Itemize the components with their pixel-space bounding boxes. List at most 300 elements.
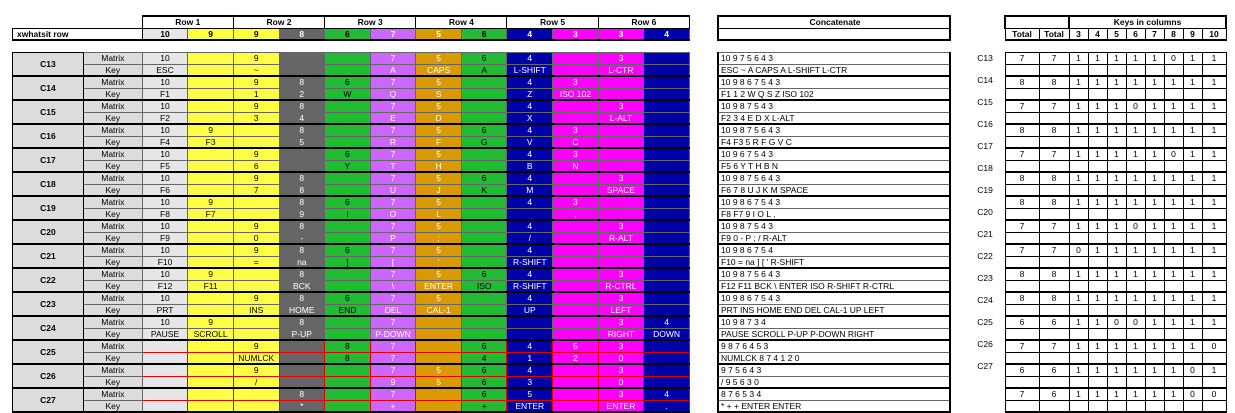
row-id: C14: [13, 76, 84, 100]
matrix-cell: 8: [279, 76, 325, 88]
key-cell: [644, 160, 690, 172]
key-cell: O: [370, 208, 416, 220]
matrix-row: [13, 268, 690, 280]
xwhatsit-value: 6: [325, 28, 371, 40]
matrix-cell: 5: [507, 388, 553, 400]
side-row-id: C13: [977, 53, 993, 63]
xwhatsit-value: 9: [233, 28, 279, 40]
totals-blank-cell: [1107, 280, 1126, 292]
matrix-cell: 9: [233, 292, 279, 304]
totals-cell: 1: [1069, 124, 1088, 136]
concatenate-table: [717, 15, 951, 413]
matrix-cell: 8: [279, 124, 325, 136]
key-cell: 5: [416, 376, 462, 388]
matrix-label: Matrix: [83, 316, 142, 328]
concat-key-row: [718, 232, 950, 244]
concat-matrix-row: [718, 76, 950, 88]
totals-blank-cell: [1164, 208, 1183, 220]
matrix-cell: [644, 244, 690, 256]
totals-blank-cell: [1069, 328, 1088, 340]
totals-blank-cell: [1039, 400, 1069, 412]
totals-blank-cell: [1164, 64, 1183, 76]
totals-cell: 1: [1069, 268, 1088, 280]
matrix-cell: 9: [233, 53, 279, 65]
totals-blank-cell: [1039, 208, 1069, 220]
key-cell: [644, 136, 690, 148]
xwhatsit-value: 8: [279, 28, 325, 40]
side-row-id: C15: [977, 97, 993, 107]
concat-key-row: [718, 88, 950, 100]
totals-blank-cell: [1164, 400, 1183, 412]
row-group-label: Row 5: [507, 16, 598, 28]
xwhatsit-value: 3: [553, 28, 599, 40]
totals-cell: 8: [1039, 172, 1069, 184]
keys-in-columns-title: Keys in columns: [1069, 16, 1226, 28]
totals-cell: 1: [1183, 172, 1202, 184]
concat-key-row: [718, 400, 950, 412]
xwhatsit-value: 10: [142, 28, 188, 40]
key-cell: [142, 376, 188, 388]
key-cell: [325, 184, 371, 196]
concat-matrix-row: [718, 100, 950, 112]
concat-key-cell: F2 3 4 E D X L-ALT: [718, 112, 950, 124]
totals-row: [1005, 172, 1226, 184]
totals-blank-cell: [1183, 160, 1202, 172]
matrix-row: [13, 388, 690, 400]
key-cell: 4: [279, 112, 325, 124]
concat-key-row: [718, 256, 950, 268]
totals-cell: 1: [1069, 172, 1088, 184]
totals-blank-cell: [1107, 208, 1126, 220]
totals-header-cell: Total: [1005, 28, 1039, 40]
matrix-cell: 5: [416, 244, 462, 256]
spacer-row: [718, 40, 950, 53]
totals-cell: 1: [1202, 292, 1226, 304]
xwhatsit-value: 7: [370, 28, 416, 40]
totals-cell: 1: [1202, 76, 1226, 88]
totals-blank-cell: [1202, 112, 1226, 124]
key-cell: +: [370, 400, 416, 412]
matrix-cell: 5: [416, 124, 462, 136]
key-cell: 2: [279, 88, 325, 100]
totals-blank-cell: [1039, 64, 1069, 76]
concat-matrix-cell: 10 9 8 7 5 6 4 3: [718, 268, 950, 280]
key-cell: ENTER: [598, 400, 644, 412]
matrix-cell: 5: [416, 100, 462, 112]
totals-cell: 1: [1069, 76, 1088, 88]
key-cell: V: [507, 136, 553, 148]
totals-cell: 1: [1145, 316, 1164, 328]
concat-matrix-cell: 10 9 8 7 5 6 4 3: [718, 124, 950, 136]
key-cell: [598, 88, 644, 100]
totals-header-cell: 9: [1183, 28, 1202, 40]
key-cell: RIGHT: [598, 328, 644, 340]
matrix-row: [13, 340, 690, 352]
row-id: C24: [13, 316, 84, 340]
side-row-id: C14: [977, 75, 993, 85]
totals-blank-cell: [1202, 328, 1226, 340]
matrix-cell: 10: [142, 220, 188, 232]
totals-blank-cell: [1107, 328, 1126, 340]
totals-blank-cell: [1039, 112, 1069, 124]
key-cell: 7: [370, 352, 416, 364]
key-label: Key: [83, 88, 142, 100]
totals-cell: 1: [1145, 388, 1164, 400]
key-cell: 4: [461, 352, 507, 364]
matrix-cell: [644, 172, 690, 184]
key-cell: F8: [142, 208, 188, 220]
totals-blank-cell: [1069, 136, 1088, 148]
concat-matrix-row: [718, 388, 950, 400]
key-cell: [188, 88, 234, 100]
totals-row: [1005, 364, 1226, 376]
totals-blank-cell: [1202, 400, 1226, 412]
key-cell: ENTER: [416, 280, 462, 292]
totals-cell: 1: [1202, 244, 1226, 256]
key-cell: [553, 256, 599, 268]
concat-key-cell: NUMLCK 8 7 4 1 2 0: [718, 352, 950, 364]
totals-blank-cell: [1005, 376, 1039, 388]
matrix-cell: 3: [598, 100, 644, 112]
totals-blank-cell: [1164, 136, 1183, 148]
key-cell: [644, 64, 690, 76]
key-cell: UP: [507, 304, 553, 316]
totals-blank-cell: [1164, 184, 1183, 196]
totals-blank-cell: [1107, 136, 1126, 148]
totals-blank-cell: [1126, 256, 1145, 268]
key-cell: [188, 64, 234, 76]
totals-cell: 1: [1164, 124, 1183, 136]
totals-row-bottom: [1005, 256, 1226, 268]
matrix-cell: 4: [507, 148, 553, 160]
key-label: Key: [83, 208, 142, 220]
matrix-cell: [188, 292, 234, 304]
concat-matrix-cell: 8 7 6 5 3 4: [718, 388, 950, 400]
key-cell: F10: [142, 256, 188, 268]
key-cell: [188, 304, 234, 316]
key-cell: [233, 328, 279, 340]
totals-blank-cell: [1164, 376, 1183, 388]
totals-cell: 1: [1107, 124, 1126, 136]
matrix-cell: 6: [325, 244, 371, 256]
matrix-cell: [644, 292, 690, 304]
key-label: Key: [83, 400, 142, 412]
totals-blank-cell: [1126, 112, 1145, 124]
totals-cell: 1: [1183, 220, 1202, 232]
totals-cell: 7: [1005, 53, 1039, 65]
matrix-cell: [553, 364, 599, 376]
matrix-cell: 4: [507, 124, 553, 136]
key-cell: K: [461, 184, 507, 196]
side-row-id: C19: [977, 185, 993, 195]
totals-blank-cell: [1107, 352, 1126, 364]
key-cell: [644, 376, 690, 388]
matrix-cell: 3: [598, 364, 644, 376]
key-cell: [644, 304, 690, 316]
totals-cell: 1: [1088, 244, 1107, 256]
totals-cell: 1: [1126, 172, 1145, 184]
matrix-cell: 9: [188, 124, 234, 136]
totals-blank-cell: [1069, 160, 1088, 172]
concat-key-cell: ESC ~ A CAPS A L-SHIFT L-CTR: [718, 64, 950, 76]
totals-cell: 1: [1088, 316, 1107, 328]
key-cell: [279, 64, 325, 76]
concat-key-cell: F6 7 8 U J K M SPACE: [718, 184, 950, 196]
matrix-cell: 3: [553, 196, 599, 208]
matrix-cell: 10: [142, 100, 188, 112]
matrix-cell: [461, 316, 507, 328]
totals-cell: 0: [1126, 316, 1145, 328]
matrix-cell: 7: [370, 100, 416, 112]
totals-cell: 1: [1183, 340, 1202, 352]
matrix-cell: [553, 100, 599, 112]
totals-cell: 0: [1202, 340, 1226, 352]
totals-blank-cell: [1164, 352, 1183, 364]
matrix-cell: 3: [553, 76, 599, 88]
concat-title: Concatenate: [718, 16, 950, 28]
key-cell: 5: [279, 136, 325, 148]
matrix-cell: [142, 364, 188, 376]
totals-top-row: [1005, 16, 1226, 28]
side-row-id: C17: [977, 141, 993, 151]
totals-cell: 1: [1164, 76, 1183, 88]
key-row: [13, 136, 690, 148]
spacer-row: [970, 36, 1000, 47]
concat-key-cell: PAUSE SCROLL P-UP P-DOWN RIGHT: [718, 328, 950, 340]
matrix-label: Matrix: [83, 53, 142, 65]
totals-cell: 1: [1145, 76, 1164, 88]
key-cell: Z: [507, 88, 553, 100]
key-cell: [279, 160, 325, 172]
matrix-cell: [644, 268, 690, 280]
matrix-cell: 8: [279, 316, 325, 328]
matrix-cell: 5: [416, 53, 462, 65]
key-cell: [188, 112, 234, 124]
totals-blank-cell: [1202, 88, 1226, 100]
totals-blank-cell: [1005, 88, 1039, 100]
totals-cell: 1: [1183, 292, 1202, 304]
matrix-cell: [325, 53, 371, 65]
totals-row-bottom: [1005, 304, 1226, 316]
matrix-cell: 4: [507, 196, 553, 208]
key-cell: 9: [370, 376, 416, 388]
matrix-cell: 4: [507, 340, 553, 352]
key-cell: [644, 88, 690, 100]
totals-row: [1005, 244, 1226, 256]
totals-cell: 1: [1088, 268, 1107, 280]
matrix-cell: 3: [598, 388, 644, 400]
totals-cell: 1: [1202, 220, 1226, 232]
matrix-cell: 7: [370, 340, 416, 352]
xwhatsit-value: 5: [416, 28, 462, 40]
totals-header-cell: 3: [1069, 28, 1088, 40]
totals-cell: 0: [1183, 388, 1202, 400]
totals-row-bottom: [1005, 376, 1226, 388]
totals-blank-cell: [1164, 280, 1183, 292]
matrix-row: [13, 316, 690, 328]
matrix-cell: 5: [553, 340, 599, 352]
matrix-cell: [188, 53, 234, 65]
totals-cell: 1: [1164, 388, 1183, 400]
key-cell: I: [325, 208, 371, 220]
key-cell: P-DOWN: [370, 328, 416, 340]
totals-blank-cell: [1183, 112, 1202, 124]
totals-cell: 1: [1183, 268, 1202, 280]
key-cell: [553, 328, 599, 340]
row-group-label: Row 4: [416, 16, 507, 28]
totals-blank-cell: [1126, 304, 1145, 316]
matrix-cell: 7: [370, 148, 416, 160]
matrix-cell: [142, 340, 188, 352]
key-cell: INS: [233, 304, 279, 316]
concat-matrix-cell: 10 9 8 6 7 5 4 3: [718, 292, 950, 304]
totals-blank-cell: [1107, 304, 1126, 316]
totals-blank-cell: [1164, 256, 1183, 268]
row-group-header: [13, 16, 690, 28]
concat-key-row: [718, 184, 950, 196]
key-cell: [461, 304, 507, 316]
concat-key-cell: F10 = na ] [ ' R-SHIFT: [718, 256, 950, 268]
key-cell: [325, 376, 371, 388]
totals-row: [1005, 148, 1226, 160]
matrix-cell: 3: [598, 220, 644, 232]
totals-cell: 1: [1126, 148, 1145, 160]
matrix-cell: 6: [461, 388, 507, 400]
blank-cell: [970, 26, 1000, 37]
matrix-cell: [188, 388, 234, 400]
key-row: [13, 112, 690, 124]
totals-cell: 1: [1183, 196, 1202, 208]
totals-cell: 1: [1069, 316, 1088, 328]
key-cell: BCK: [279, 280, 325, 292]
totals-blank-cell: [1126, 328, 1145, 340]
totals-cell: 1: [1145, 172, 1164, 184]
totals-blank-cell: [1202, 280, 1226, 292]
key-cell: ;: [416, 232, 462, 244]
totals-row: [1005, 292, 1226, 304]
key-cell: F11: [188, 280, 234, 292]
key-cell: [461, 112, 507, 124]
concat-key-cell: F4 F3 5 R F G V C: [718, 136, 950, 148]
key-cell: [644, 208, 690, 220]
key-cell: [325, 232, 371, 244]
matrix-cell: 4: [507, 364, 553, 376]
totals-blank-cell: [1069, 88, 1088, 100]
totals-cell: 1: [1107, 388, 1126, 400]
key-cell: R-CTRL: [598, 280, 644, 292]
key-cell: [553, 280, 599, 292]
totals-cell: 1: [1107, 220, 1126, 232]
key-cell: [279, 376, 325, 388]
matrix-label: Matrix: [83, 172, 142, 184]
totals-cell: 8: [1005, 268, 1039, 280]
matrix-cell: 8: [279, 100, 325, 112]
key-cell: [644, 232, 690, 244]
key-cell: T: [370, 160, 416, 172]
matrix-cell: 7: [370, 364, 416, 376]
totals-cell: 1: [1069, 340, 1088, 352]
totals-cell: 6: [1005, 364, 1039, 376]
key-row: [13, 232, 690, 244]
key-cell: 9: [279, 208, 325, 220]
totals-blank-cell: [1126, 88, 1145, 100]
matrix-cell: 10: [142, 148, 188, 160]
matrix-table: [12, 15, 690, 413]
key-cell: E: [370, 112, 416, 124]
key-cell: [142, 400, 188, 412]
key-label: Key: [83, 232, 142, 244]
concat-matrix-row: [718, 340, 950, 352]
side-row-id: C18: [977, 163, 993, 173]
totals-blank-cell: [1164, 112, 1183, 124]
matrix-cell: 7: [370, 292, 416, 304]
totals-blank-cell: [1145, 304, 1164, 316]
key-cell: [553, 112, 599, 124]
key-row: [13, 64, 690, 76]
key-cell: [461, 208, 507, 220]
matrix-row: [13, 244, 690, 256]
totals-cell: 1: [1088, 148, 1107, 160]
key-cell: [461, 88, 507, 100]
totals-blank-cell: [1039, 304, 1069, 316]
key-cell: N: [553, 160, 599, 172]
totals-row: [1005, 100, 1226, 112]
matrix-cell: [553, 220, 599, 232]
totals-row-bottom: [1005, 232, 1226, 244]
matrix-cell: 9: [233, 76, 279, 88]
totals-blank-cell: [1183, 208, 1202, 220]
matrix-row: [13, 76, 690, 88]
totals-blank-cell: [1202, 136, 1226, 148]
totals-blank-cell: [1126, 208, 1145, 220]
totals-blank-cell: [1145, 64, 1164, 76]
totals-blank-cell: [1126, 352, 1145, 364]
totals-blank-cell: [1088, 136, 1107, 148]
totals-blank-cell: [1202, 304, 1226, 316]
key-cell: L-SHIFT: [507, 64, 553, 76]
matrix-cell: 3: [598, 292, 644, 304]
matrix-cell: [598, 196, 644, 208]
totals-row-bottom: [1005, 400, 1226, 412]
totals-blank-cell: [1126, 136, 1145, 148]
totals-cell: 1: [1088, 100, 1107, 112]
matrix-cell: 4: [507, 268, 553, 280]
key-cell: [188, 400, 234, 412]
matrix-cell: [553, 172, 599, 184]
matrix-row: [13, 148, 690, 160]
matrix-cell: 3: [598, 340, 644, 352]
key-label: Key: [83, 328, 142, 340]
key-cell: R: [370, 136, 416, 148]
totals-cell: 8: [1039, 196, 1069, 208]
key-cell: ESC: [142, 64, 188, 76]
key-row: [13, 256, 690, 268]
matrix-cell: 5: [416, 292, 462, 304]
totals-cell: 1: [1145, 53, 1164, 65]
totals-blank-cell: [1088, 88, 1107, 100]
spacer-cell: [1005, 40, 1226, 53]
totals-row: [1005, 76, 1226, 88]
matrix-label: Matrix: [83, 292, 142, 304]
row-id: C18: [13, 172, 84, 196]
totals-blank-cell: [1183, 304, 1202, 316]
totals-header-cell: 8: [1164, 28, 1183, 40]
totals-row: [1005, 53, 1226, 65]
matrix-cell: [188, 244, 234, 256]
matrix-cell: [644, 148, 690, 160]
key-cell: Q: [370, 88, 416, 100]
key-cell: [325, 136, 371, 148]
